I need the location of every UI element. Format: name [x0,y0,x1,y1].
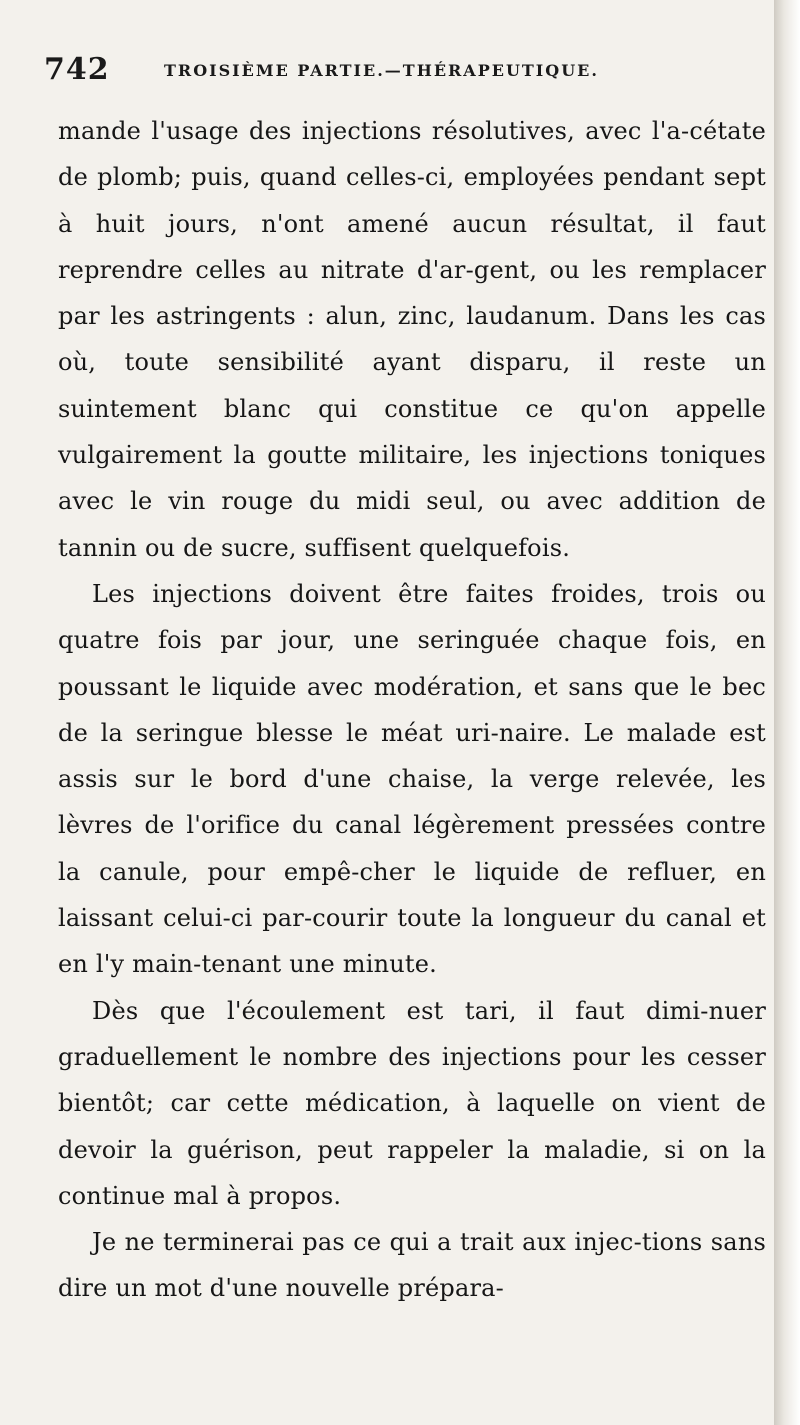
page-number: 742 [44,52,110,87]
body-text [58,108,766,1312]
paragraph-injections-usage: Les injections doivent être faites froides, trois ou quatre fois par jour, une seringuée chaque fois, en poussant le liquide avec modération, et sans que le bec de la seringue blesse le méat uri-naire. Le malade est assis sur le bord d'une chaise, la verge relevée, les lèvres de l'orifice du canal légèrement pressées contre la canule, pour empê-cher le liquide de refluer, en laissant celui-ci par-courir toute la longueur du canal et en l'y main-tenant une minute. [58,579,766,979]
paragraph-continuation: mande l'usage des injections résolutives, avec l'a-cétate de plomb; puis, quand celles-ci, employées pendant sept à huit jours, n'ont amené aucun résultat, il faut reprendre celles au nitrate d'ar-gent, ou les remplacer par les astringents : alun, zinc, laudanum. Dans les cas où, toute sensibilité ayant disparu, il reste un suintement blanc qui constitue ce qu'on appelle vulgairement la goutte militaire, les injections toniques avec le vin rouge du midi seul, ou avec addition de tannin ou de sucre, suffisent quelquefois. [58,117,766,562]
page-edge-shadow [774,0,800,1425]
running-head: TROISIÈME PARTIE.—THÉRAPEUTIQUE. [164,61,599,80]
paragraph-new-preparation: Je ne terminerai pas ce qui a trait aux injec-tions sans dire un mot d'une nouvelle prépara- [58,1228,766,1303]
paragraph-reduce-injections: Dès que l'écoulement est tari, il faut dimi-nuer graduellement le nombre des injections pour les cesser bientôt; car cette médication, à laquelle on vient de devoir la guérison, peut rappeler la maladie, si on la continue mal à propos. [58,996,766,1210]
page-header [44,52,744,92]
